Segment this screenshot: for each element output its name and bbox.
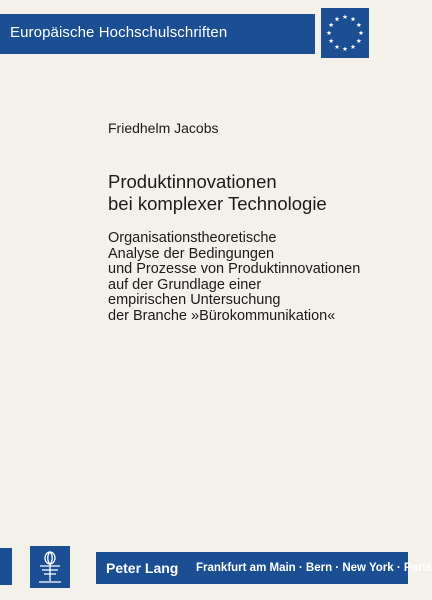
star-icon [335, 17, 340, 22]
book-title-line: bei komplexer Technologie [108, 193, 327, 214]
eu-stars-icon [321, 8, 369, 58]
author-name: Friedhelm Jacobs [108, 120, 219, 136]
star-icon [351, 44, 356, 49]
book-subtitle-line: der Branche »Bürokommunikation« [108, 307, 336, 324]
star-icon [343, 46, 348, 51]
book-subtitle-line: Analyse der Bedingungen [108, 245, 275, 262]
peter-lang-logo-icon [30, 546, 70, 588]
series-title: Europäische Hochschulschriften [10, 24, 228, 41]
star-icon [327, 30, 332, 35]
star-icon [359, 30, 364, 35]
star-icon [356, 38, 361, 43]
publisher-band [96, 552, 432, 584]
book-subtitle-line: empirischen Untersuchung [108, 292, 281, 308]
book-subtitle-line: Organisationstheoretische [108, 230, 277, 246]
book-title [108, 171, 327, 215]
book-subtitle [108, 231, 360, 324]
book-subtitle-line: und Prozesse von Produktinnovationen [108, 261, 361, 277]
star-icon [329, 38, 334, 43]
star-icon [343, 14, 348, 19]
star-icon [356, 22, 361, 27]
left-edge-tab [0, 548, 12, 585]
star-icon [351, 17, 356, 22]
book-title-line: Produktinnovationen [108, 171, 277, 192]
publisher-name: Peter Lang [106, 560, 179, 576]
star-icon [335, 44, 340, 49]
publisher-cities: Frankfurt am Main · Bern · New York · Paris [196, 562, 432, 574]
series-band [0, 14, 315, 54]
star-icon [329, 22, 334, 27]
book-subtitle-line: auf der Grundlage einer [108, 276, 262, 293]
